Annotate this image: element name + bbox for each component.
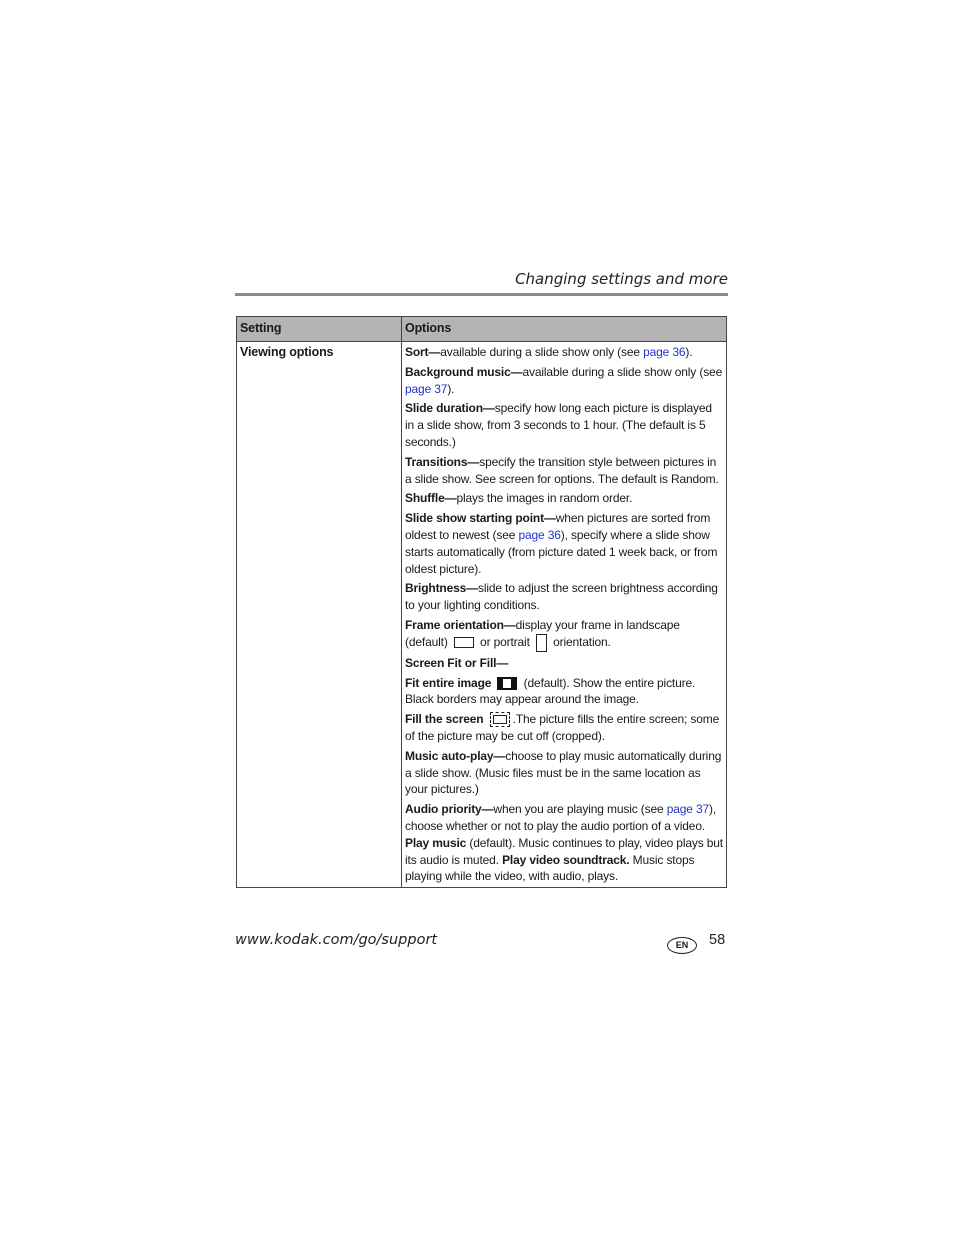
running-header-title: Changing settings and more — [515, 270, 728, 288]
option-text: slide to adjust the screen brightness according to your lighting conditions. — [405, 581, 718, 613]
option-text: plays the images in random order. — [456, 491, 633, 506]
option-term: Fit entire image — [405, 675, 492, 690]
option-term: Brightness— — [405, 581, 479, 596]
option-slide-duration — [405, 400, 723, 450]
option-text: .The picture fills the entire screen; some of the picture may be cut off (cropped). — [405, 712, 720, 743]
option-text: ). — [685, 345, 693, 359]
option-text: Music stops playing while the video, with audio, plays. — [405, 852, 695, 884]
table-row — [237, 342, 727, 888]
option-fit-entire-image — [405, 675, 723, 709]
option-term: Shuffle— — [405, 491, 457, 506]
option-term: Fill the screen — [405, 712, 484, 727]
option-term: Play music — [405, 835, 467, 850]
page-link[interactable]: page 37 — [405, 381, 448, 396]
option-text: available during a slide show only (see — [522, 364, 723, 379]
language-badge: EN — [667, 937, 697, 954]
option-term: Slide duration— — [405, 401, 495, 416]
option-sort — [405, 344, 723, 361]
option-frame-orientation — [405, 617, 723, 652]
page-link[interactable]: page 36 — [643, 345, 686, 359]
option-term: Slide show starting point— — [405, 511, 556, 526]
option-term: Screen Fit or Fill— — [405, 655, 509, 670]
option-term: Background music— — [405, 364, 523, 379]
page-number: 58 — [709, 932, 726, 948]
option-term: Play video soundtrack. — [502, 852, 630, 867]
column-header-setting: Setting — [237, 317, 402, 342]
option-text: (default). Show the entire picture. Black borders may appear around the image. — [405, 675, 696, 707]
table-header-row — [237, 317, 727, 342]
options-cell — [402, 342, 727, 888]
fill-screen-icon — [490, 712, 510, 727]
option-text: ), choose whether or not to play the audio portion of a video. — [405, 802, 717, 833]
header-rule — [235, 293, 728, 296]
option-term: Frame orientation— — [405, 617, 516, 632]
option-fill-screen — [405, 711, 723, 745]
option-text: specify how long each picture is displayed in a slide show, from 3 seconds to 1 hour. (The default is 5 seconds.) — [405, 401, 712, 449]
landscape-icon — [454, 637, 474, 648]
option-music-auto-play — [405, 748, 723, 798]
option-text: specify the transition style between pictures in a slide show. See screen for options. The default is Random. — [405, 454, 719, 486]
column-header-options: Options — [402, 317, 727, 342]
support-url[interactable]: www.kodak.com/go/support — [235, 932, 438, 948]
portrait-icon — [536, 634, 547, 652]
page-link[interactable]: page 37 — [666, 802, 710, 817]
setting-name-cell: Viewing options — [237, 342, 402, 888]
option-starting-point — [405, 510, 723, 577]
option-background-music — [405, 364, 723, 398]
option-text: available during a slide show only (see — [440, 345, 644, 359]
option-text: when you are playing music (see — [493, 802, 667, 817]
option-text: display your frame in landscape (default) — [405, 617, 680, 649]
option-term: Sort— — [405, 345, 441, 359]
option-brightness — [405, 580, 723, 614]
option-text: when pictures are sorted from oldest to newest (see — [405, 511, 711, 542]
option-term: Audio priority— — [405, 802, 494, 817]
option-term: Music auto-play— — [405, 748, 506, 763]
option-text: ), specify where a slide show starts automatically (from picture dated 1 week back, or from oldest picture). — [405, 527, 718, 576]
option-audio-priority — [405, 801, 723, 885]
option-shuffle — [405, 490, 723, 507]
option-transitions — [405, 454, 723, 488]
fit-image-icon — [497, 677, 517, 690]
option-text: orientation. — [553, 634, 611, 649]
option-text: ). — [447, 381, 455, 396]
option-text: or portrait — [480, 634, 530, 649]
option-text: choose to play music automatically during a slide show. (Music files must be in the same location as your pictures.) — [405, 748, 722, 797]
option-text: (default). Music continues to play, video plays but its audio is muted. — [405, 835, 723, 867]
page-link[interactable]: page 36 — [518, 527, 561, 542]
option-term: Transitions— — [405, 454, 480, 469]
settings-table — [236, 316, 727, 888]
option-screen-fit-fill — [405, 655, 723, 672]
